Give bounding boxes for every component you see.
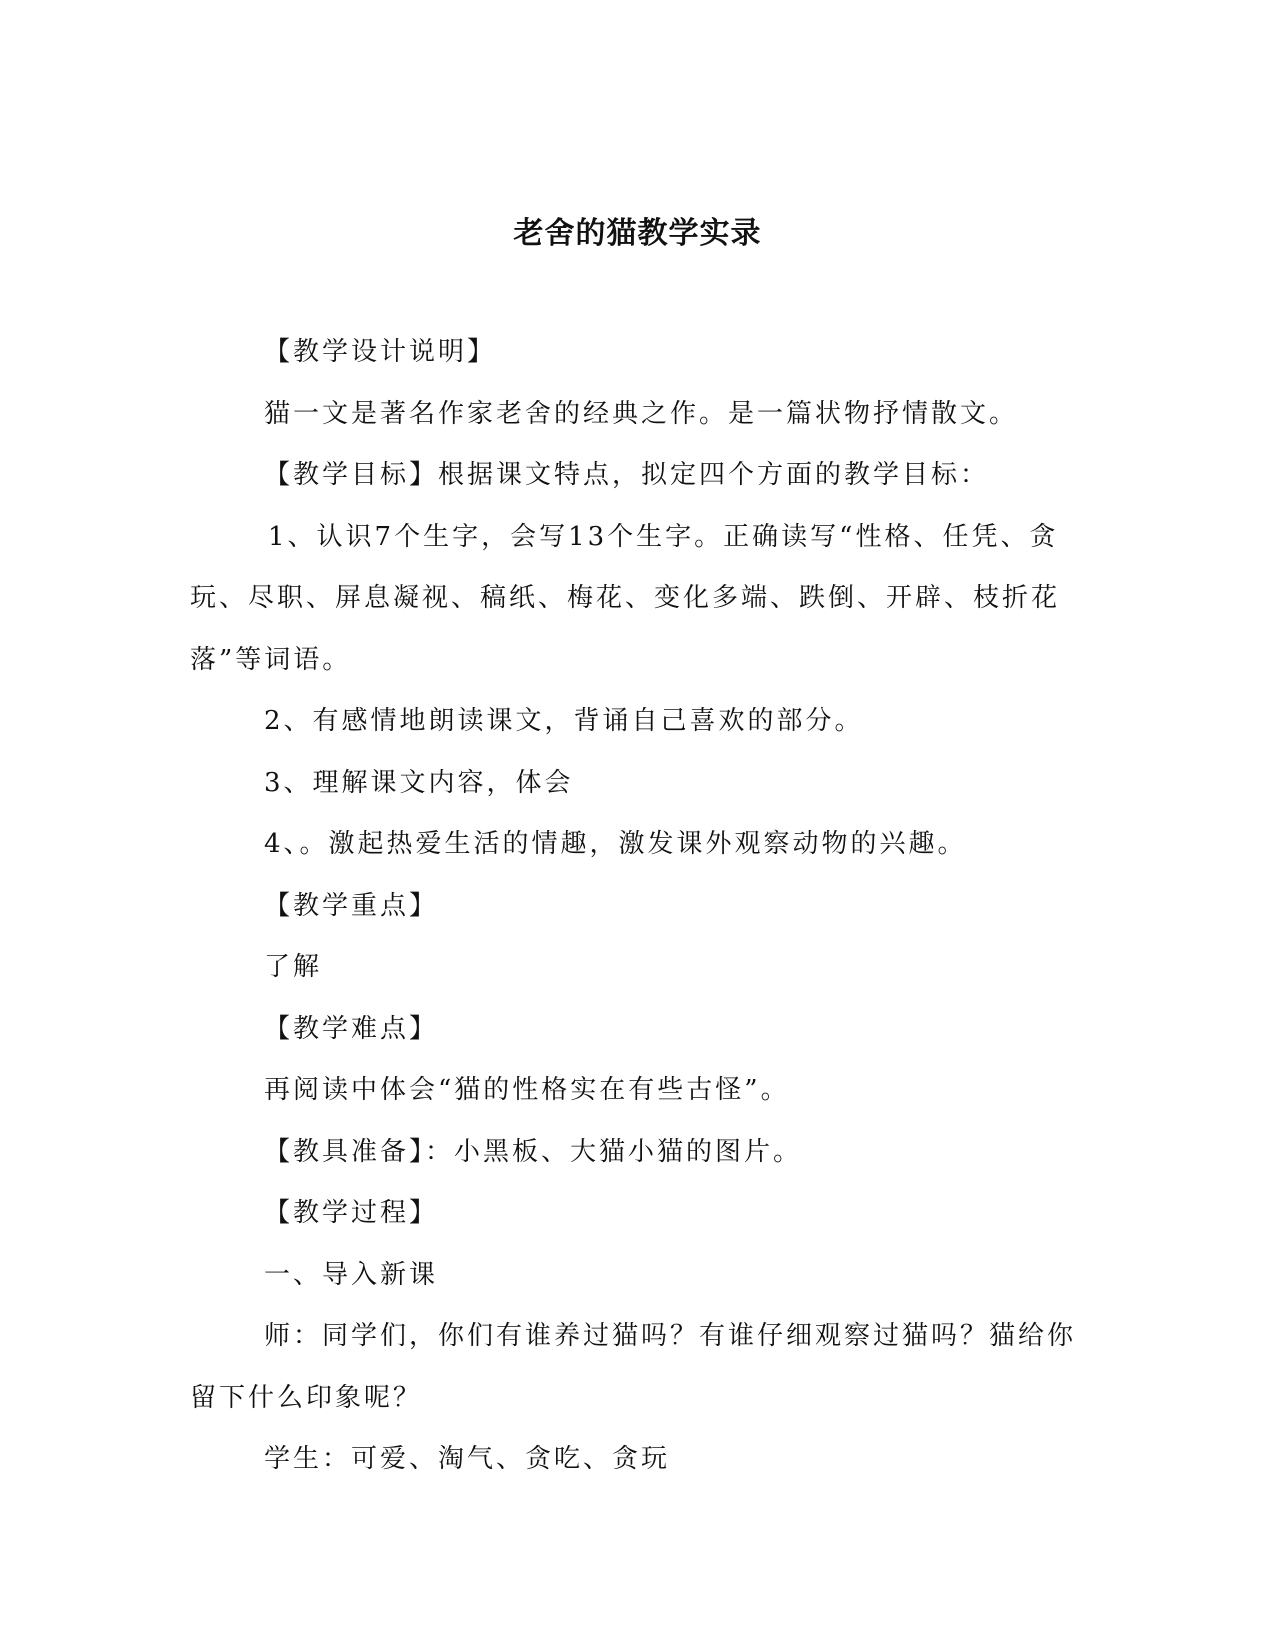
paragraph-difficulty-text: 再阅读中体会“猫的性格实在有些古怪”。 bbox=[264, 1075, 790, 1105]
paragraph-design-text: 猫一文是著名作家老舍的经典之作。是一篇状物抒情散文。 bbox=[264, 398, 1019, 429]
paragraph-design-heading: 【教学设计说明】 bbox=[264, 337, 497, 367]
paragraph-goal-4: 4、。激起热爱生活的情趣，激发课外观察动物的兴趣。 bbox=[264, 829, 967, 859]
paragraph-focus-text: 了解 bbox=[264, 952, 323, 982]
paragraph-materials: 【教具准备】：小黑板、大猫小猫的图片。 bbox=[264, 1136, 803, 1167]
paragraph-student-answer: 学生：可爱、淘气、贪吃、贪玩 bbox=[264, 1444, 671, 1474]
paragraph-process-heading: 【教学过程】 bbox=[264, 1198, 439, 1228]
paragraph-difficulty-heading: 【教学难点】 bbox=[264, 1013, 439, 1044]
paragraph-goals-heading: 【教学目标】根据课文特点，拟定四个方面的教学目标： bbox=[264, 460, 990, 490]
paragraph-focus-heading: 【教学重点】 bbox=[264, 890, 439, 921]
paragraph-goal-1: 1、认识7个生字，会写13个生字。正确读写“性格、任凭、贪玩、尽职、屏息凝视、稿纸、梅花、变化多端、跌倒、开辟、枝折花落”等词语。 bbox=[190, 521, 1061, 675]
paragraph-goal-3: 3、理解课文内容，体会 bbox=[264, 767, 574, 798]
document-body bbox=[190, 322, 1090, 1491]
document-title: 老舍的猫教学实录 bbox=[513, 216, 762, 251]
paragraph-step-1-heading: 一、导入新课 bbox=[264, 1259, 439, 1290]
paragraph-teacher-question: 师：同学们，你们有谁养过猫吗？有谁仔细观察过猫吗？猫给你留下什么印象呢？ bbox=[190, 1321, 1077, 1413]
paragraph-goal-2: 2、有感情地朗读课文，背诵自己喜欢的部分。 bbox=[264, 706, 864, 736]
